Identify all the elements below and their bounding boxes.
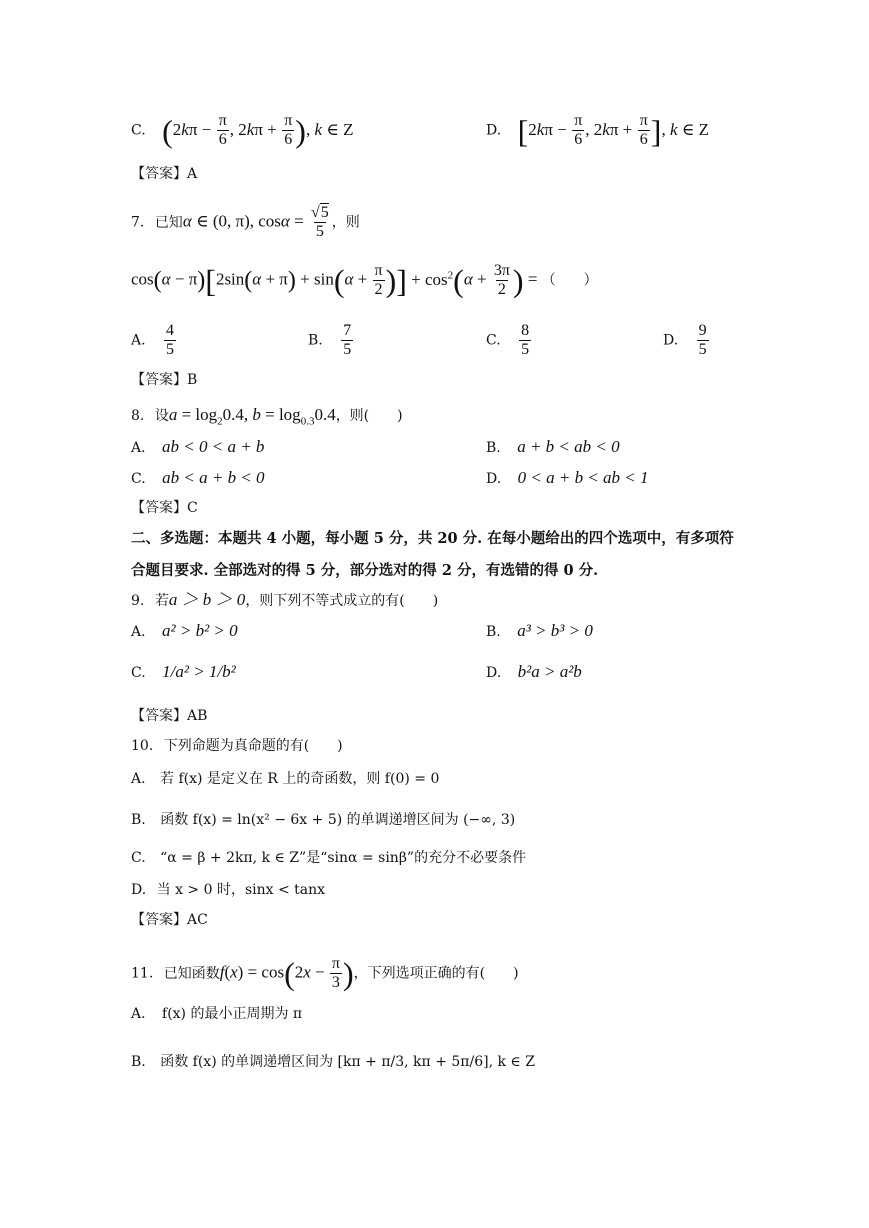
q10-prompt-text: 下列命题为真命题的有( ) [163, 738, 343, 754]
q6-answer: 【答案】A [131, 166, 198, 182]
q6-option-c [131, 112, 353, 149]
option-math: a² > b² > 0 [162, 621, 238, 640]
q10-option-d [131, 880, 325, 900]
question-number: 11. [131, 965, 154, 982]
question-number: 9. [131, 593, 145, 609]
option-label: B. [308, 332, 323, 349]
numerator: 9 [698, 322, 707, 339]
q7-answer: 【答案】B [131, 372, 198, 388]
option-text: f(x) 的最小正周期为 π [162, 1006, 303, 1022]
q7-cos-fraction: $\frac{√5}{5}$ [310, 204, 329, 240]
q7-prompt: 7. 已知α ∈ (0, π), cosα = $\frac{√5}{5}$ ，则 [131, 204, 360, 240]
q9-prompt [131, 590, 438, 611]
q7-prompt-text: 已知 [154, 214, 183, 231]
q6-option-c-math: (2kπ − $\frac{\pi}{6}$ , 2kπ + $\frac{\pi}{6}$ ), k ∈ Z [162, 112, 354, 149]
option-math: 0 < a + b < ab < 1 [517, 468, 649, 487]
option-label: B. [486, 624, 501, 640]
option-label: C. [131, 665, 146, 681]
q7-option-a [131, 322, 177, 359]
q8-prompt-suffix: ，则( ) [335, 408, 403, 424]
option-label: C. [131, 122, 146, 139]
option-label: C. [486, 332, 501, 349]
option-label: D. [486, 665, 502, 681]
q9-option-b [486, 621, 593, 642]
q11-option-a [131, 1004, 302, 1024]
q8-option-d [486, 468, 649, 489]
q7-option-b [308, 322, 354, 359]
option-text: 若 f(x) 是定义在 R 上的奇函数，则 f(0) = 0 [160, 771, 440, 787]
q8-option-c [131, 468, 265, 489]
option-math: a³ > b³ > 0 [517, 621, 593, 640]
denominator: 5 [698, 341, 707, 358]
q8-answer: 【答案】C [131, 500, 198, 516]
option-label: A. [131, 332, 146, 349]
q9-option-d [486, 662, 582, 683]
q8-option-a [131, 437, 264, 458]
q10-option-a [131, 769, 439, 789]
q9-answer: 【答案】AB [131, 708, 208, 724]
q9-prompt-suffix: ，则下列不等式成立的有( ) [245, 593, 439, 609]
numerator: 8 [521, 322, 530, 339]
option-text: “α = β + 2kπ, k ∈ Z”是“sinα = sinβ”的充分不必要条件 [160, 850, 527, 866]
denominator: 5 [166, 341, 175, 358]
q11-option-b [131, 1052, 535, 1072]
question-number: 10. [131, 738, 154, 754]
option-text: 函数 f(x) = ln(x² − 6x + 5) 的单调递增区间为 (−∞, 3) [160, 812, 516, 828]
option-label: A. [131, 440, 146, 456]
q9-option-a [131, 621, 238, 642]
denominator: 5 [343, 341, 352, 358]
q10-option-c [131, 848, 526, 868]
option-text: 当 x > 0 时，sinx < tanx [156, 882, 326, 898]
question-number: 8. [131, 408, 145, 424]
q8-prompt: 8. 设$a = \log_20.4$, $b = \log_{0.3}0.4$，则( ) [131, 405, 403, 428]
numerator: 7 [343, 322, 352, 339]
option-label: A. [131, 771, 146, 787]
q7-option-d [663, 322, 710, 359]
q7-prompt-suffix: ，则 [331, 214, 360, 231]
q10-answer: 【答案】AC [131, 912, 208, 928]
q8-prompt-text: 设 [154, 408, 169, 424]
q6-option-d [486, 112, 709, 149]
option-label: D. [486, 122, 502, 139]
numerator: 4 [166, 322, 175, 339]
section2-heading-line2: 合题目要求. 全部选对的得 5 分，部分选对的得 2 分，有选错的得 0 分. [131, 562, 599, 579]
option-label: A. [131, 624, 146, 640]
option-text: 函数 f(x) 的单调递增区间为 [kπ + π/3, kπ + 5π/6], k ∈ Z [160, 1054, 535, 1070]
option-label: C. [131, 471, 146, 487]
q6-option-d-math: [2kπ − $\frac{\pi}{6}$ , 2kπ + $\frac{\pi}{6}$ ], k ∈ Z [517, 112, 709, 149]
q8-option-b [486, 437, 620, 458]
section2-heading-line1: 二、多选题：本题共 4 小题，每小题 5 分，共 20 分. 在每小题给出的四个选项中，有多项符 [131, 530, 734, 547]
denominator: 5 [521, 341, 530, 358]
option-label: D. [486, 471, 502, 487]
q9-prompt-text: 若 [154, 593, 169, 609]
q11-prompt: 11. 已知函数f(x) = cos(2x − $\frac{\pi}{3}$ )，下列选项正确的有( ) [131, 955, 519, 992]
option-math: b²a > a²b [517, 662, 582, 681]
q9-prompt-math: a ＞ b ＞ 0 [168, 590, 246, 609]
option-label: C. [131, 850, 146, 866]
question-number: 7. [131, 214, 145, 231]
q11-prompt-suffix: ，下列选项正确的有( ) [353, 965, 519, 982]
option-label: B. [131, 812, 146, 828]
option-math: 1/a² > 1/b² [162, 662, 236, 681]
option-math: ab < a + b < 0 [162, 468, 265, 487]
q7-option-c [486, 322, 532, 359]
option-label: D. [131, 882, 147, 898]
q7-expression: cos(α − π)[2sin(α + π) + sin(α + $\frac{\pi}{2}$ )] + $\cos^2(\alpha$ + $\frac{3\pi}{2}$ ) = （ ） [131, 262, 598, 299]
option-label: D. [663, 332, 679, 349]
option-label: A. [131, 1006, 146, 1022]
q11-prompt-text: 已知函数 [163, 965, 220, 982]
q9-option-c [131, 662, 236, 683]
q7-blank: （ ） [541, 272, 598, 289]
option-math: a + b < ab < 0 [517, 437, 620, 456]
option-math: ab < 0 < a + b [162, 437, 265, 456]
q10-prompt [131, 736, 343, 756]
option-label: B. [131, 1054, 146, 1070]
q10-option-b [131, 810, 515, 830]
option-label: B. [486, 440, 501, 456]
